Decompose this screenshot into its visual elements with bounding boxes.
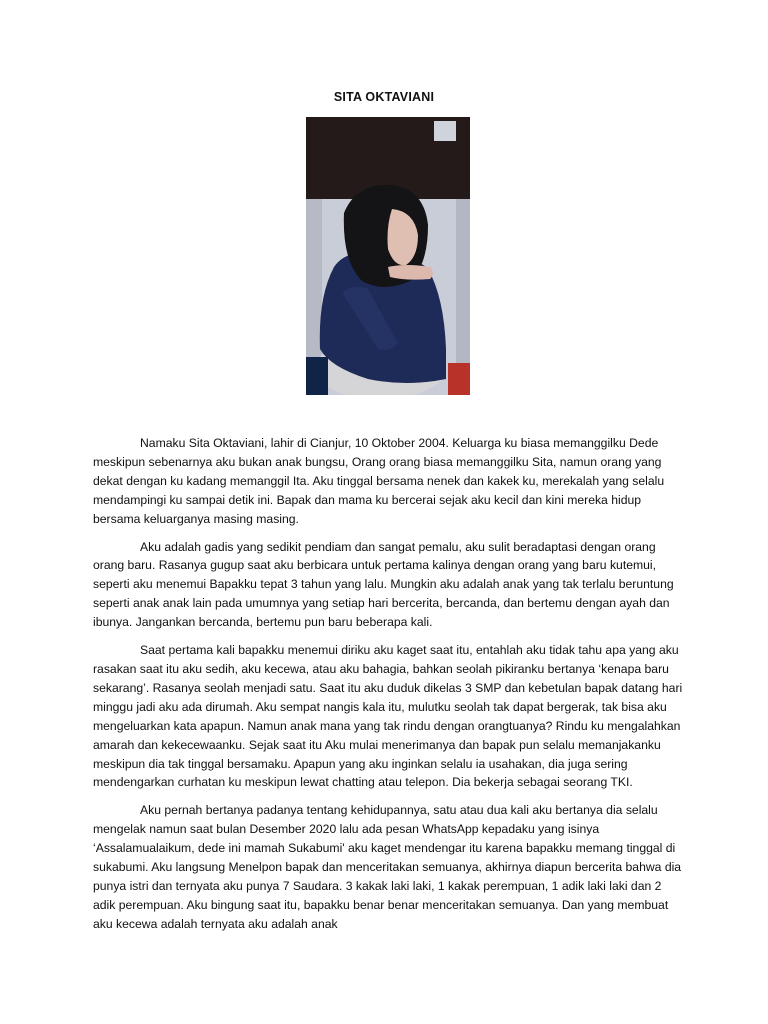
paragraph: Aku pernah bertanya padanya tentang kehidupannya, satu atau dua kali aku bertanya dia selalu mengelak namun saat bulan Desember 2020 lalu ada pesan WhatsApp kepadaku yang isinya ‘Assalamualaikum, dede ini mamah Sukabumi' aku kaget mendengar itu karena bapakku memang tinggal di sukabumi. Aku langsung Menelpon bapak dan menceritakan semuanya, akhirnya diapun bercerita bahwa dia punya istri dan ternyata aku punya 7 Saudara. 3 kakak laki laki, 1 kakak perempuan, 1 adik laki laki dan 2 adik perempuan. Aku bingung saat itu, bapakku benar benar menceritakan semuanya. Dan yang membuat aku kecewa adalah ternyata aku adalah anak [93, 803, 682, 931]
portrait-photo-icon [306, 117, 470, 395]
portrait-photo [306, 117, 470, 395]
paragraph: Saat pertama kali bapakku menemui diriku aku kaget saat itu, entahlah aku tidak tahu apa yang aku rasakan saat itu aku sedih, aku kecewa, atau aku bahagia, bahkan seolah pikiranku bertanya ‘kenapa baru sekarang’. Rasanya seolah menjadi satu. Saat itu aku duduk dikelas 3 SMP dan kebetulan bapak datang hari minggu jadi aku ada dirumah. Aku sempat nangis kala itu, mulutku seolah tak dapat bergerak, tak bisa aku mengeluarkan kata apapun. Namun anak mana yang tak rindu dengan orangtuanya? Rindu ku mengalahkan amarah dan kekecewaanku. Sejak saat itu Aku mulai menerimanya dan bapak pun selalu memanjakanku meskipun dia tak tinggal bersamaku. Apapun yang aku inginkan selalu ia usahakan, dia juga sering mendengarkan curhatan ku meskipun lewat chatting atau telepon. Dia bekerja sebagai seorang TKI. [93, 643, 683, 790]
document-body [93, 434, 683, 943]
paragraph: Aku adalah gadis yang sedikit pendiam dan sangat pemalu, aku sulit beradaptasi dengan orang orang baru. Rasanya gugup saat aku berbicara untuk pertama kalinya dengan orang yang baru kutemui, seperti aku menemui Bapakku tepat 3 tahun yang lalu. Mungkin aku adalah anak yang tak terlalu beruntung seperti anak anak lain pada umumnya yang setiap hari bercerita, bercanda, dan bertemu dengan ayah dan ibunya. Jangankan bercanda, bertemu pun baru beberapa kali. [93, 539, 674, 630]
paragraph: Namaku Sita Oktaviani, lahir di Cianjur, 10 Oktober 2004. Keluarga ku biasa memanggilku Dede meskipun sebenarnya aku bukan anak bungsu, Orang orang biasa memanggilku Sita, namun orang yang dekat dengan ku kadang memanggil Ita. Aku tinggal bersama nenek dan kakek ku, merekalah yang selalu mendampingi ku sampai detik ini. Bapak dan mama ku bercerai sejak aku kecil dan kini mereka hidup bersama keluarganya masing masing. [93, 436, 665, 526]
document-title: SITA OKTAVIANI [333, 90, 435, 104]
